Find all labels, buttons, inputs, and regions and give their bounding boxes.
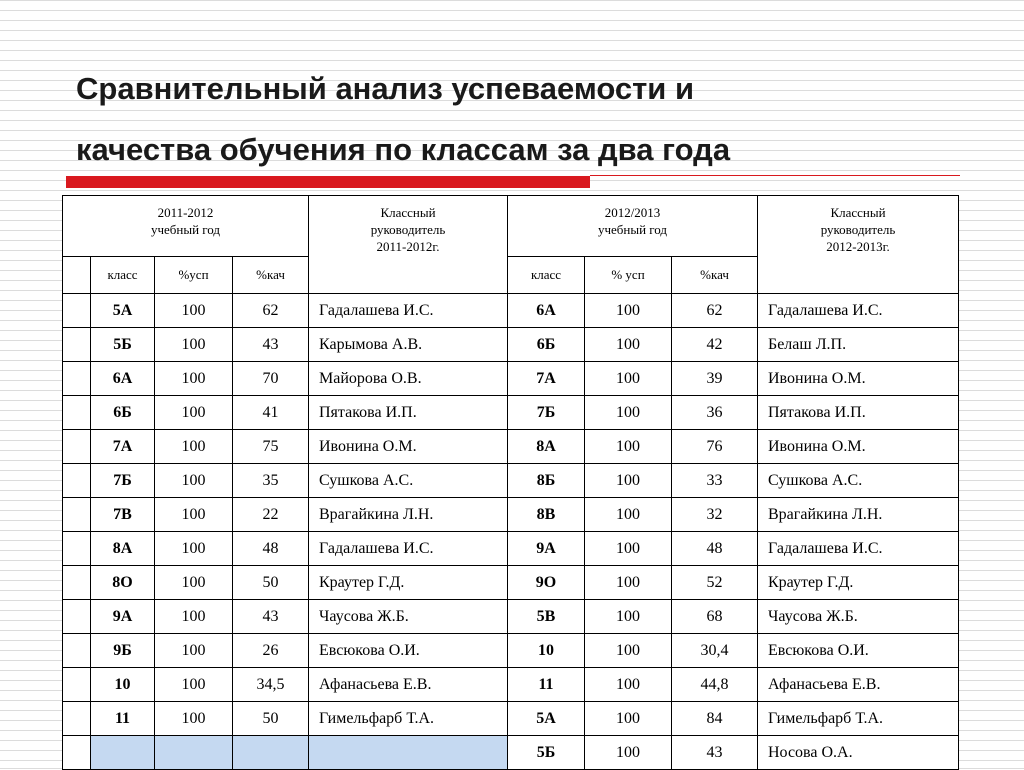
class-2012: 9О [508,566,585,600]
kach-2011: 70 [233,362,309,396]
kach-2011: 62 [233,294,309,328]
teacher-2012: Евсюкова О.И. [758,634,959,668]
header-teacher-2012-line3: 2012-2013г. [826,239,890,254]
row-blank-cell [63,362,91,396]
usp-2012: 100 [585,362,672,396]
class-2012: 5А [508,702,585,736]
class-2012: 7А [508,362,585,396]
class-2012: 11 [508,668,585,702]
row-blank-cell [63,736,91,770]
header-year-2011-period: 2011-2012 [157,205,214,220]
class-2011: 7Б [91,464,155,498]
usp-2011: 100 [155,294,233,328]
kach-2012: 33 [672,464,758,498]
header-year-2012-period: 2012/2013 [604,205,661,220]
teacher-2012: Ивонина О.М. [758,362,959,396]
teacher-2011: Майорова О.В. [309,362,508,396]
header-kach-2011: %кач [233,257,309,294]
class-2011: 7А [91,430,155,464]
teacher-2012: Краутер Г.Д. [758,566,959,600]
usp-2011: 100 [155,430,233,464]
class-2012: 7Б [508,396,585,430]
table-row [63,328,959,362]
teacher-2011: Афанасьева Е.В. [309,668,508,702]
table-header [63,196,959,294]
kach-2011: 43 [233,328,309,362]
teacher-2012: Гимельфарб Т.А. [758,702,959,736]
header-teacher-2011-line1: Классный [380,205,436,220]
header-teacher-2012 [758,196,959,294]
kach-2012: 32 [672,498,758,532]
teacher-2011 [309,736,508,770]
usp-2011: 100 [155,532,233,566]
kach-2011: 50 [233,566,309,600]
kach-2011: 34,5 [233,668,309,702]
teacher-2012: Пятакова И.П. [758,396,959,430]
teacher-2011: Пятакова И.П. [309,396,508,430]
row-blank-cell [63,532,91,566]
teacher-2011: Гимельфарб Т.А. [309,702,508,736]
usp-2011: 100 [155,464,233,498]
class-2011: 8А [91,532,155,566]
teacher-2012: Сушкова А.С. [758,464,959,498]
kach-2012: 76 [672,430,758,464]
kach-2012: 42 [672,328,758,362]
usp-2012: 100 [585,566,672,600]
kach-2012: 30,4 [672,634,758,668]
teacher-2011: Карымова А.В. [309,328,508,362]
class-2011: 11 [91,702,155,736]
teacher-2012: Гадалашева И.С. [758,532,959,566]
kach-2011: 75 [233,430,309,464]
row-blank-cell [63,498,91,532]
table-row [63,430,959,464]
class-2011: 9Б [91,634,155,668]
class-2011: 5А [91,294,155,328]
row-blank-cell [63,702,91,736]
table-row [63,600,959,634]
usp-2012: 100 [585,600,672,634]
usp-2012: 100 [585,702,672,736]
teacher-2011: Чаусова Ж.Б. [309,600,508,634]
kach-2011 [233,736,309,770]
table-row [63,736,959,770]
row-blank-cell [63,566,91,600]
usp-2012: 100 [585,736,672,770]
teacher-2011: Гадалашева И.С. [309,294,508,328]
class-2011: 6Б [91,396,155,430]
kach-2011: 43 [233,600,309,634]
teacher-2012: Белаш Л.П. [758,328,959,362]
class-2011: 6А [91,362,155,396]
usp-2011: 100 [155,566,233,600]
header-year-2011 [63,196,309,257]
class-2012: 8В [508,498,585,532]
row-blank-cell [63,430,91,464]
kach-2011: 26 [233,634,309,668]
class-2011 [91,736,155,770]
teacher-2012: Врагайкина Л.Н. [758,498,959,532]
kach-2011: 22 [233,498,309,532]
teacher-2011: Гадалашева И.С. [309,532,508,566]
title-accent-bar [66,176,590,188]
class-2011: 8О [91,566,155,600]
header-class-2011: класс [91,257,155,294]
kach-2011: 35 [233,464,309,498]
header-blank-cell [63,257,91,294]
class-2011: 9А [91,600,155,634]
table-row [63,668,959,702]
usp-2011: 100 [155,328,233,362]
class-2011: 10 [91,668,155,702]
table-row [63,396,959,430]
header-kach-2012: %кач [672,257,758,294]
kach-2011: 41 [233,396,309,430]
header-teacher-2011 [309,196,508,294]
title-line-1: Сравнительный анализ успеваемости и [76,71,695,106]
usp-2012: 100 [585,634,672,668]
table-row [63,566,959,600]
teacher-2011: Евсюкова О.И. [309,634,508,668]
row-blank-cell [63,464,91,498]
teacher-2011: Сушкова А.С. [309,464,508,498]
header-usp-2011: %усп [155,257,233,294]
usp-2012: 100 [585,430,672,464]
usp-2011: 100 [155,396,233,430]
kach-2012: 68 [672,600,758,634]
usp-2011: 100 [155,634,233,668]
kach-2012: 36 [672,396,758,430]
teacher-2011: Врагайкина Л.Н. [309,498,508,532]
teacher-2012: Чаусова Ж.Б. [758,600,959,634]
teacher-2012: Носова О.А. [758,736,959,770]
usp-2012: 100 [585,294,672,328]
header-usp-2012: % усп [585,257,672,294]
usp-2012: 100 [585,396,672,430]
teacher-2011: Краутер Г.Д. [309,566,508,600]
class-2012: 6А [508,294,585,328]
class-2011: 7В [91,498,155,532]
row-blank-cell [63,634,91,668]
usp-2011: 100 [155,600,233,634]
header-year-2012-label: учебный год [597,222,668,237]
header-year-2011-label: учебный год [150,222,221,237]
table-row [63,702,959,736]
class-2012: 9А [508,532,585,566]
class-2012: 5Б [508,736,585,770]
header-teacher-2012-line1: Классный [830,205,886,220]
usp-2012: 100 [585,464,672,498]
class-2012: 6Б [508,328,585,362]
header-teacher-2012-line2: руководитель [820,222,896,237]
header-year-2012 [508,196,758,257]
class-2012: 8А [508,430,585,464]
kach-2012: 48 [672,532,758,566]
kach-2011: 50 [233,702,309,736]
table-row [63,634,959,668]
class-2012: 8Б [508,464,585,498]
usp-2012: 100 [585,668,672,702]
teacher-2011: Ивонина О.М. [309,430,508,464]
title-accent-line [590,175,960,176]
title-line-2: качества обучения по классам за два года [76,132,731,167]
row-blank-cell [63,600,91,634]
usp-2011 [155,736,233,770]
table-row [63,294,959,328]
row-blank-cell [63,668,91,702]
teacher-2012: Афанасьева Е.В. [758,668,959,702]
usp-2011: 100 [155,498,233,532]
table-row [63,498,959,532]
usp-2011: 100 [155,668,233,702]
kach-2012: 84 [672,702,758,736]
teacher-2012: Ивонина О.М. [758,430,959,464]
table-body [63,294,959,770]
usp-2012: 100 [585,498,672,532]
table-row [63,464,959,498]
usp-2011: 100 [155,702,233,736]
kach-2012: 39 [672,362,758,396]
usp-2011: 100 [155,362,233,396]
usp-2012: 100 [585,328,672,362]
comparison-table [62,195,959,770]
table-row [63,532,959,566]
kach-2012: 44,8 [672,668,758,702]
kach-2011: 48 [233,532,309,566]
kach-2012: 52 [672,566,758,600]
header-teacher-2011-line3: 2011-2012г. [376,239,440,254]
kach-2012: 62 [672,294,758,328]
table-row [63,362,959,396]
header-class-2012: класс [508,257,585,294]
row-blank-cell [63,396,91,430]
usp-2012: 100 [585,532,672,566]
class-2012: 10 [508,634,585,668]
row-blank-cell [63,328,91,362]
class-2011: 5Б [91,328,155,362]
teacher-2012: Гадалашева И.С. [758,294,959,328]
page-title [76,58,976,180]
row-blank-cell [63,294,91,328]
kach-2012: 43 [672,736,758,770]
header-teacher-2011-line2: руководитель [370,222,446,237]
class-2012: 5В [508,600,585,634]
